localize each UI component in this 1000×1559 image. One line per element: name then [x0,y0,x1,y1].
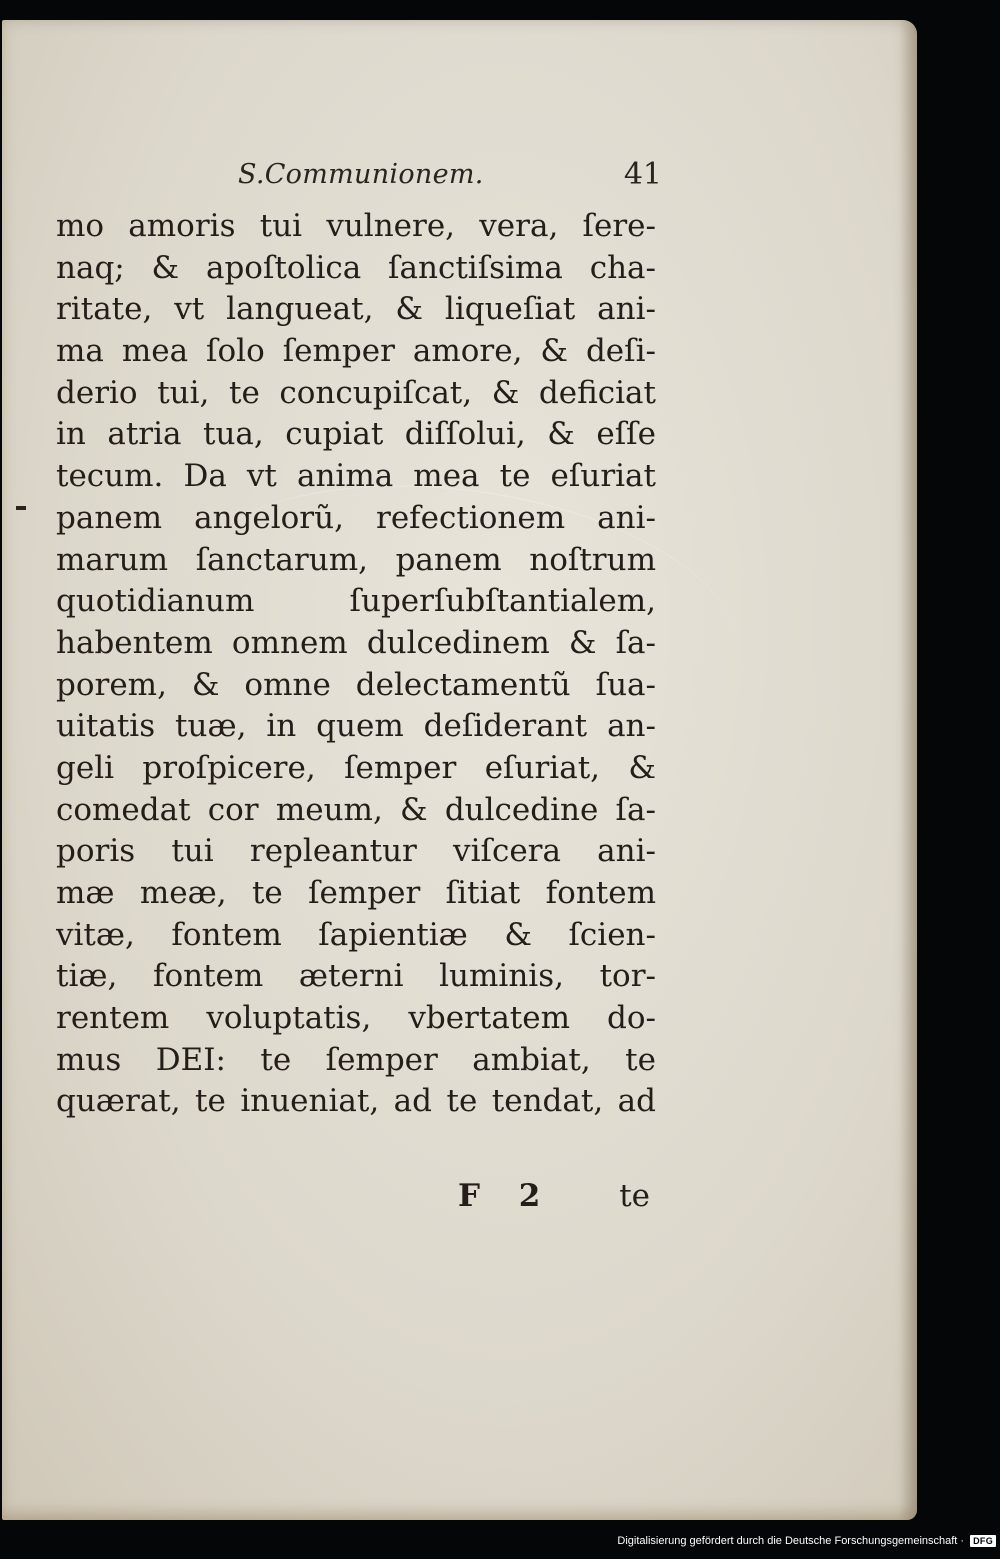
text-line: panem angelorũ, refectionem ani- [56,499,656,536]
text-line: quotidianum ſuperſubſtantialem, [56,583,656,620]
text-line: naq; & apoſtolica ſanctiſsima cha- [56,249,656,286]
text-line: habentem omnem dulcedinem & ſa- [56,624,656,661]
signature-mark: F 2 [458,1178,555,1214]
catchword: te [619,1178,650,1214]
book-page [2,20,917,1520]
body-text [56,206,656,1123]
text-line: uitatis tuæ, in quem deſiderant an- [56,708,656,745]
credit-text: Digitalisierung gefördert durch die Deutsche Forschungsgemeinschaft · [617,1535,965,1547]
text-line: marum ſanctarum, panem noſtrum [56,541,656,578]
text-line: porem, & omne delectamentũ ſua- [56,666,656,703]
running-head-title: S.Communionem. [238,159,484,190]
text-line: mus DEI: te ſemper ambiat, te [56,1041,656,1078]
text-line: in atria tua, cupiat diſſolui, & eſſe [56,416,656,453]
dfg-logo: DFG [970,1535,996,1547]
text-line: quærat, te inueniat, ad te tendat, ad [56,1083,656,1120]
text-line: geli proſpicere, ſemper eſuriat, & [56,749,656,786]
text-line: tiæ, fontem æterni luminis, tor- [56,958,656,995]
running-head [238,155,662,205]
text-line: ma mea ſolo ſemper amore, & deſi- [56,333,656,370]
folio-number: 41 [623,157,662,192]
digitization-credit [617,1527,1000,1555]
page-foot [56,1178,656,1222]
text-line: ritate, vt langueat, & liqueſiat ani- [56,291,656,328]
text-line: mæ meæ, te ſemper ſitiat fontem [56,875,656,911]
text-line: tecum. Da vt anima mea te eſuriat [56,458,656,495]
text-line: comedat cor meum, & dulcedine ſa- [56,791,656,828]
margin-mark [16,506,26,510]
text-line: derio tui, te concupiſcat, & deficiat [56,374,656,411]
text-line: vitæ, fontem ſapientiæ & ſcien- [56,916,656,953]
text-line: poris tui repleantur viſcera ani- [56,833,656,870]
text-line: mo amoris tui vulnere, vera, ſere- [56,208,656,244]
text-line: rentem voluptatis, vbertatem do- [56,1000,656,1037]
